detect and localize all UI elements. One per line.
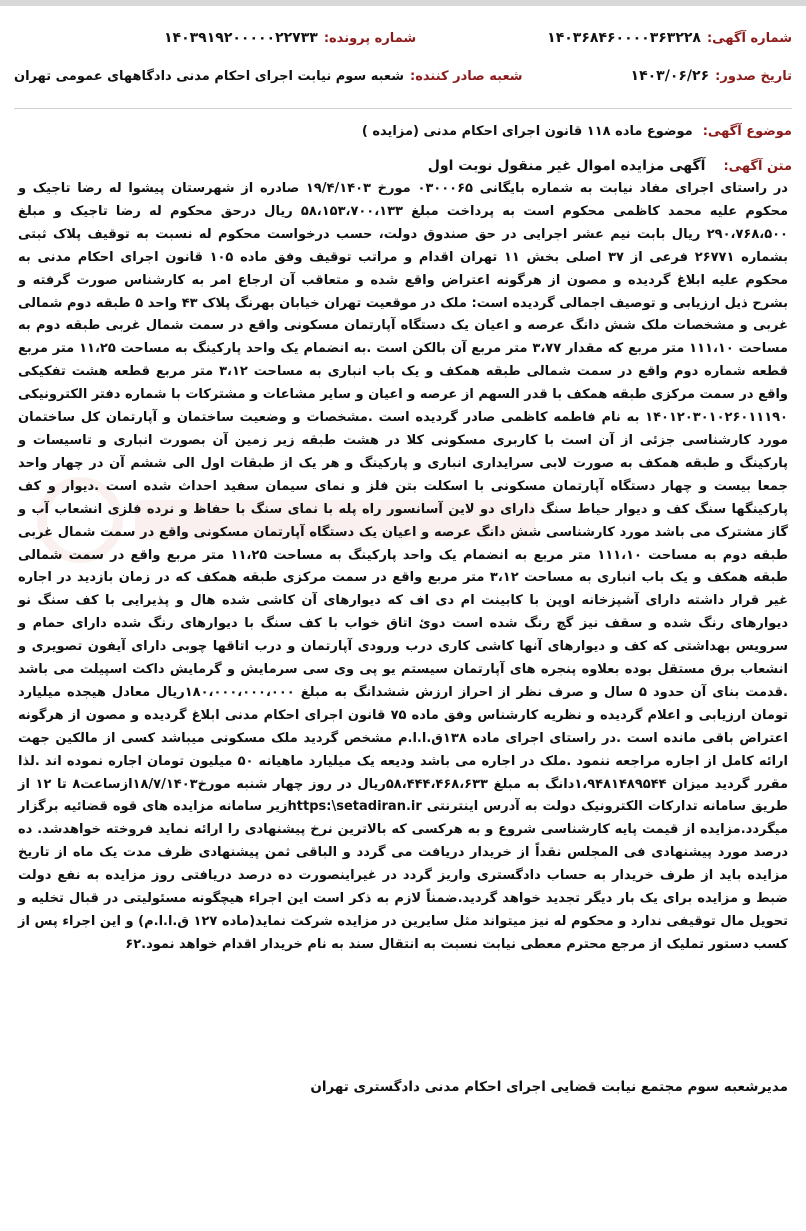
notice-number-label: شماره آگهی: (706, 31, 792, 46)
notice-title: آگهی مزایده اموال غیر منقول نوبت اول (427, 158, 706, 174)
subject-row (362, 124, 792, 139)
notice-header (14, 30, 792, 106)
text-label: متن آگهی: (723, 159, 792, 174)
case-number-field (164, 30, 416, 46)
issue-date-value: ۱۴۰۳/۰۶/۲۶ (630, 68, 710, 84)
header-row-numbers (14, 30, 792, 68)
issuer-value: شعبه سوم نیابت اجرای احکام مدنی دادگاههای عمومی تهران (14, 69, 405, 84)
header-row-issuer (14, 68, 792, 106)
issue-date-field (631, 68, 792, 84)
issuer-field (14, 69, 523, 84)
top-border (0, 0, 806, 6)
notice-title-row (428, 158, 792, 174)
issue-date-label: تاریخ صدور: (715, 69, 792, 84)
notice-number-field (547, 30, 792, 46)
notice-body: در راستای اجرای مفاد نیابت به شماره بایگانی ۰۳۰۰۰۶۵ مورخ ۱۹/۴/۱۴۰۳ صادره از شهرستان پیشوا له رضا تاجیک و محکوم علیه محمد کاظمی محکوم است به پرداخت مبلغ ۵۸،۱۵۳،۷۰۰،۱۳۳ ریال درحق محکوم له رضا تاجیک و مبلغ ۲۹۰،۷۶۸،۵۰۰ ریال بابت نیم عشر اجرایی در حق صندوق دولت، حسب درخواست محکوم له نسبت به توقیف پلاک ثبتی بشماره ۲۶۷۷۱ فرعی از ۳۷ اصلی بخش ۱۱ تهران اقدام و مراتب توقیف وفق ماده ۱۰۵ قانون اجرای احکام مدنی به محکوم علیه ابلاغ گردیده و مصون از هرگونه اعتراض واقع شده و متعاقب آن ارجاع امر به کارشناس صورت گرفته و بشرح ذیل ارزیابی و توصیف اجمالی گردیده است: ملک در موقعیت تهران خیابان بهرنگ پلاک ۴۳ واحد ۵ طبقه دوم شمالی غربی و مشخصات ملک شش دانگ عرصه و اعیان یک دستگاه آپارتمان مسکونی واقع در سمت شمال غربی طبقه دوم به مساحت ۱۱۱،۱۰ متر مربع که مقدار ۳،۷۷ متر مربع آن بالکن است .به انضمام یک واحد پارکینگ به مساحت ۱۱،۲۵ متر مربع قطعه شماره دوم واقع در سمت شمالی طبقه همکف و یک باب انباری به مساحت ۳،۱۲ متر مربع قطعه هشت تفکیکی واقع در سمت مرکزی طبقه همکف با قدر السهم از عرصه و اعیان و سایر مشاعات و مشترکات با شماره دفتر الکترونیکی ۱۴۰۱۲۰۳۰۱۰۲۶۰۱۱۱۹۰ به نام فاطمه کاظمی صادر گردیده است .مشخصات و وضعیت ساختمان و آپارتمان کل ساختمان مورد کارشناسی جزئی از آن است با کاربری مسکونی کلا در هشت طبقه زیر زمین آن بصورت انباری و تاسیسات و پارکینگ و طبقه همکف به صورت لابی سرایداری انباری و پارکینگ و هر یک از طبقات اول الی ششم آن در چهار واحد جمعا بیست و چهار دستگاه آپارتمان مسکونی با اسکلت بتن فلز و نمای سیمان سفید احداث شده است .دیوار و کف پارکینگها سنگ کف و دیوار حیاط سنگ دارای دو لاین آسانسور راه پله با نمای سنگ با حفاظ و نرده فلزی انشعاب آب و گاز مشترک می باشد مورد کارشناسی شش دانگ عرصه و اعیان یک دستگاه آپارتمان مسکونی واقع در سمت شمال غربی طبقه دوم به مساحت ۱۱۱،۱۰ متر مربع به انضمام یک واحد پارکینگ به مساحت ۱۱،۲۵ متر مربع واقع در سمت شمالی طبقه همکف و یک باب انباری به مساحت ۳،۱۲ متر مربع واقع در سمت مرکزی طبقه همکف که در زمان بازدید در اجاره غیر قرار داشته دارای آشپزخانه اوپن با کابینت ام دی اف که دیوارهای آن کاشی شده هال و پذیرایی با کف سنگ نو دیوارهای رنگ شده و سقف نیز گچ رنگ شده است دوئ اتاق خواب با کف سنگ با دیوارهای رنگ شده دارای حمام و سرویس بهداشتی که کف و دیوارهای آنها کاشی کاری درب ورودی آپارتمان و درب اتاقها چوبی دارای آیفون تصویری و انشعاب برق مستقل بوده بعلاوه پنجره های آپارتمان سیستم یو پی وی سی سرمایش و گرمایش داکت اسپیلت می باشد .قدمت بنای آن حدود ۵ سال و صرف نظر از احراز ارزش ششدانگ به مبلغ ۱۸۰،۰۰۰،۰۰۰،۰۰۰ریال معادل هیجده میلیارد تومان ارزیابی و اعلام گردیده و نظریه کارشناس وفق ماده ۷۵ قانون اجرای احکام مدنی ابلاغ گردیده و مصون از هرگونه اعتراض باقی مانده است .در راستای اجرای ماده ۱۳۸ق.ا.ا.م مشخص گردید ملک مسکونی میباشد کسی از مالکین جهت ارائه کامل از اجاره مراجعه ننمود .ملک در اجاره می باشد ودیعه یک میلیارد ماهیانه ۵۰ میلیون تومان اجاره نموده اند .لذا مقرر گردید میزان ۱،۹۴۸۱۴۸۹۵۴۴دانگ به مبلغ ۵۸،۴۴۴،۴۶۸،۶۳۳ریال در روز چهار شنبه مورخ۱۸/۷/۱۴۰۳ازساعت۸ تا ۱۲ از طریق سامانه تدارکات الکترونیک دولت به آدرس اینترنتی https:\setadiran.irزیر سامانه مزایده های قوه قضائیه برگزار میگردد.مزایده از قیمت پایه کارشناسی شروع و به هرکسی که بالاترین نرخ پیشنهادی را ارائه نماید فروخته خواهدشد. ده درصد مورد پیشنهادی فی المجلس نقداً از خریدار دریافت می گردد و الباقی ثمن پیشنهادی ظرف مدت یک ماه از تاریخ مزایده باید از طرف خریدار به حساب دادگستری واریز گردد در غیراینصورت ده درصد دریافتی روز مزایده به نفع دولت ضبط و مزایده برای یک بار دیگر تجدید خواهد گردید.ضمناً لازم به ذکر است این اجراء هیچگونه مسئولیتی در قبال تخلیه و تحویل مال توقیفی ندارد و محکوم له نیز میتواند مثل سایرین در مزایده شرکت نماید(ماده ۱۲۷ ق.ا.ا.م) و این اجراء پس از کسب دستور تملیک از مرجع محترم معطی نیابت نسبت به انتقال سند به نام خریدار اقدام خواهد نمود.۶۲ (18, 181, 789, 952)
signature: مدیرشعبه سوم مجتمع نیابت قضایی اجرای احکام مدنی دادگستری تهران (310, 1079, 788, 1095)
subject-value: موضوع ماده ۱۱۸ قانون اجرای احکام مدنی (مزایده ) (361, 124, 693, 139)
subject-label: موضوع آگهی: (702, 124, 792, 139)
issuer-label: شعبه صادر کننده: (410, 69, 523, 84)
notice-number-value: ۱۴۰۳۶۸۴۶۰۰۰۰۳۶۳۲۲۸ (547, 30, 701, 46)
case-number-value: ۱۴۰۳۹۱۹۲۰۰۰۰۰۲۲۷۳۳ (164, 30, 318, 46)
header-divider (14, 108, 792, 109)
case-number-label: شماره پرونده: (323, 31, 417, 46)
